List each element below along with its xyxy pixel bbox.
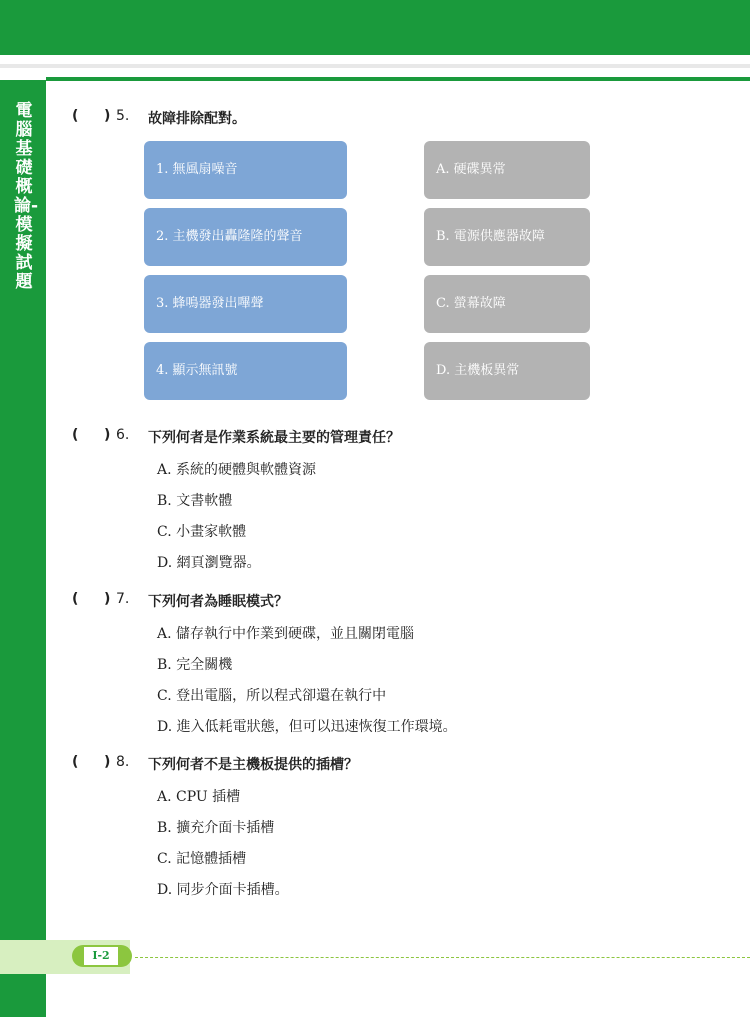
match-left-3: 3. 蜂鳴器發出嗶聲 xyxy=(144,275,347,333)
top-header-bar xyxy=(0,0,750,55)
question-number: 7. xyxy=(116,591,130,607)
answer-paren-open: ( xyxy=(72,108,79,124)
option-8c: C. 記憶體插槽 xyxy=(157,851,247,867)
side-title: 電腦基礎概論-模擬試題 xyxy=(14,101,39,292)
option-6b: B. 文書軟體 xyxy=(157,493,233,509)
answer-paren-close: ) xyxy=(104,754,111,770)
answer-paren-close: ) xyxy=(104,108,111,124)
question-text: 故障排除配對。 xyxy=(148,111,246,127)
match-right-a: A. 硬碟異常 xyxy=(424,141,590,199)
option-8a: A. CPU 插槽 xyxy=(157,789,241,805)
answer-paren-close: ) xyxy=(104,427,111,443)
question-number: 8. xyxy=(116,754,130,770)
page-number: I-2 xyxy=(84,947,118,965)
option-6c: C. 小畫家軟體 xyxy=(157,524,247,540)
option-8b: B. 擴充介面卡插槽 xyxy=(157,820,275,836)
match-right-b: B. 電源供應器故障 xyxy=(424,208,590,266)
question-text: 下列何者是作業系統最主要的管理責任？ xyxy=(148,430,400,446)
option-7b: B. 完全關機 xyxy=(157,657,233,673)
option-7c: C. 登出電腦，所以程式卻還在執行中 xyxy=(157,688,387,704)
footer-dashed-line xyxy=(135,957,750,958)
option-7d: D. 進入低耗電狀態，但可以迅速恢復工作環境。 xyxy=(157,719,457,735)
match-left-1: 1. 無風扇噪音 xyxy=(144,141,347,199)
match-left-4: 4. 顯示無訊號 xyxy=(144,342,347,400)
match-left-2: 2. 主機發出轟隆隆的聲音 xyxy=(144,208,347,266)
question-number: 6. xyxy=(116,427,130,443)
question-text: 下列何者不是主機板提供的插槽？ xyxy=(148,757,358,773)
option-6a: A. 系統的硬體與軟體資源 xyxy=(157,462,317,478)
match-right-c: C. 螢幕故障 xyxy=(424,275,590,333)
answer-paren-open: ( xyxy=(72,427,79,443)
header-divider-green xyxy=(46,77,750,81)
answer-paren-open: ( xyxy=(72,754,79,770)
option-8d: D. 同步介面卡插槽。 xyxy=(157,882,289,898)
question-number: 5. xyxy=(116,108,130,124)
answer-paren-close: ) xyxy=(104,591,111,607)
match-right-d: D. 主機板異常 xyxy=(424,342,590,400)
option-7a: A. 儲存執行中作業到硬碟，並且關閉電腦 xyxy=(157,626,415,642)
option-6d: D. 網頁瀏覽器。 xyxy=(157,555,261,571)
header-divider-gray xyxy=(0,64,750,68)
question-text: 下列何者為睡眠模式？ xyxy=(148,594,288,610)
answer-paren-open: ( xyxy=(72,591,79,607)
